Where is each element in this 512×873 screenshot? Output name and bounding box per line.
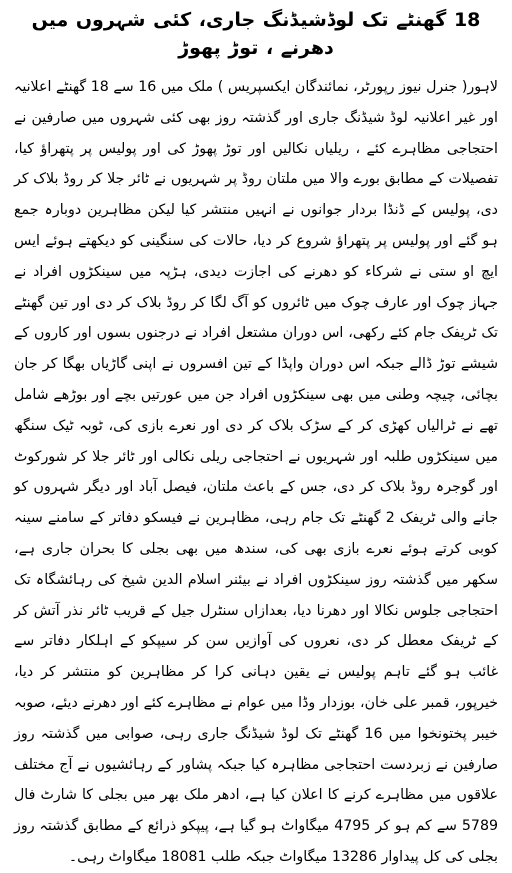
- article-body: لاہور( جنرل نیوز رپورٹر، نمائندگان ایکسپریس ) ملک میں 16 سے 18 گھنٹے اعلانیہ اور غیر اعلانیہ لوڈ شیڈنگ جاری اور گذشتہ روز بھی کئی شہروں میں صارفین نے احتجاجی مظاہرے کئے ، ریلیاں نکالیں اور توڑ پھوڑ کی اور پولیس پر پتھراؤ کیا، تفصیلات کے مطابق بورے والا میں ملتان روڈ پر شہریوں نے ٹائر جلا کر روڈ بلاک کر دی، پولیس کے ڈنڈا بردار جوانوں نے انہیں منتشر کیا لیکن مظاہرین دوبارہ جمع ہو گئے اور پولیس پر پتھراؤ شروع کر دیا، حالات کی سنگینی کو دیکھتے ہوئے ایس ایچ او ستی نے شرکاء کو دھرنے کی اجازت دیدی، ہڑپہ میں سینکڑوں افراد نے جہاز چوک اور عارف چوک میں ٹائروں کو آگ لگا کر روڈ بلاک کر دی اور تین گھنٹے تک ٹریفک جام کئے رکھی، اس دوران مشتعل افراد نے درجنوں بسوں اور کاروں کے شیشے توڑ ڈالے جبکہ اس دوران واپڈا کے تین افسروں نے اپنی گاڑیاں بھگا کر جان بچائی، چیچہ وطنی میں بھی سینکڑوں افراد جن میں عورتیں بچے اور بوڑھے شامل تھے نے ٹرالیاں کھڑی کر کے سڑک بلاک کر دی اور نعرے بازی کی، ٹوبہ ٹیک سنگھ میں سینکڑوں طلبہ اور شہریوں نے احتجاجی ریلی نکالی اور ٹائر جلا کر شورکوٹ اور گوجرہ روڈ بلاک کر دی، جس کے باعث ملتان، فیصل آباد اور دیگر شہروں کو جانے والی ٹریفک 2 گھنٹے تک جام رہی، مظاہرین نے فیسکو دفاتر کے سامنے سینہ کوبی کرتے ہوئے نعرے بازی بھی کی، سندھ میں بھی بجلی کا بحران جاری ہے، سکھر میں گذشتہ روز سینکڑوں افراد نے بیئنر اسلام الدین شیخ کی رہائشگاہ تک احتجاجی جلوس نکالا اور دھرنا دیا، بعدازاں سنٹرل جیل کے قریب ٹائر نذر آتش کر کے ٹریفک معطل کر دی، نعروں کی آوازیں سن کر سیپکو کے اہلکار دفاتر سے غائب ہو گئے تاہم پولیس نے یقین دہانی کرا کر مظاہرین کو منتشر کر دیا، خیرپور، قمبر علی خان، بوزدار وڈا میں عوام نے مظاہرے کئے اور دھرنے دیئے، صوبہ خیبر پختونخوا میں 16 گھنٹے تک لوڈ شیڈنگ جاری رہی، صوابی میں گذشتہ روز صارفین نے زبردست احتجاجی مظاہرہ کیا جبکہ پشاور کے رہائشیوں نے آج مختلف علاقوں میں مظاہرے کرنے کا اعلان کیا ہے، ادھر ملک بھر میں بجلی کا شارٹ فال 5789 سے کم ہو کر 4795 میگاواٹ ہو گیا ہے، پیپکو ذرائع کے مطابق گذشتہ روز بجلی کی کل پیداوار 13286 میگاواٹ جبکہ طلب 18081 میگاواٹ رہی۔: [14, 79, 499, 865]
- headline: 18 گھنٹے تک لوڈشیڈنگ جاری، کئی شہروں میں دھرنے ، توڑ پھوڑ: [31, 9, 481, 59]
